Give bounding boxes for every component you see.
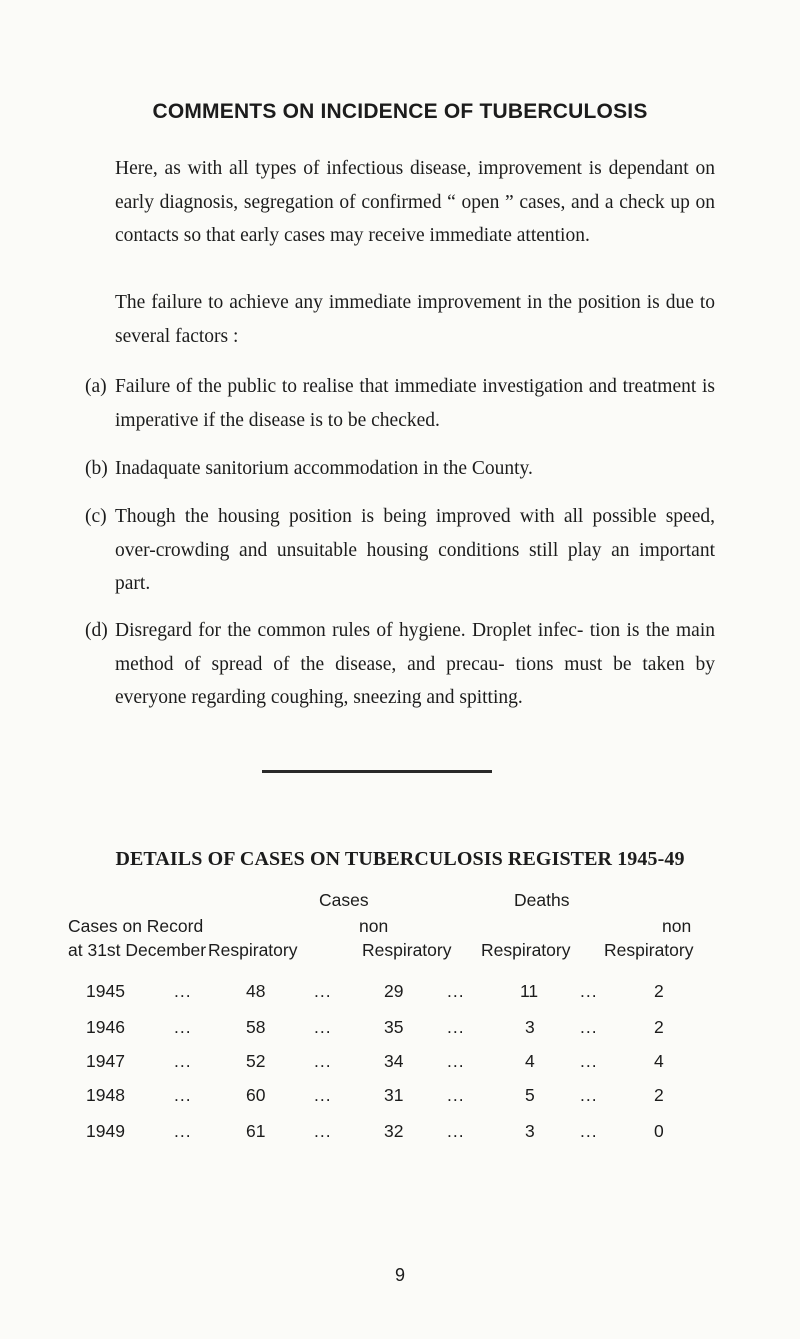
factor-text: Disregard for the common rules of hygiene. Droplet infec- tion is the main method of spread of the disease, and precau- tions must be taken by everyone regarding coughing, sneezing and spitting. bbox=[115, 620, 715, 708]
col-header-deaths-respiratory: Respiratory bbox=[481, 940, 571, 960]
col-header-deaths-non: non bbox=[662, 916, 692, 936]
value-cell: 4 bbox=[525, 1051, 535, 1071]
page-heading: COMMENTS ON INCIDENCE OF TUBERCULOSIS bbox=[152, 100, 648, 123]
factor-label: (b) bbox=[85, 458, 108, 479]
separator: ... bbox=[580, 1085, 598, 1105]
table-title: DETAILS OF CASES ON TUBERCULOSIS REGISTER 1945-49 bbox=[115, 848, 685, 870]
value-cell: 2 bbox=[654, 1085, 664, 1105]
separator: ... bbox=[447, 981, 465, 1001]
value-cell: 5 bbox=[525, 1085, 535, 1105]
factor-text: Though the housing position is being improved with all possible speed, over-crowding and unsuitable housing conditions still play an important part. bbox=[115, 506, 715, 594]
separator: ... bbox=[580, 1017, 598, 1037]
value-cell: 29 bbox=[384, 981, 404, 1001]
value-cell: 2 bbox=[654, 1017, 664, 1037]
separator: ... bbox=[314, 1017, 332, 1037]
factor-item-b bbox=[85, 452, 715, 486]
value-cell: 2 bbox=[654, 981, 664, 1001]
separator: ... bbox=[580, 1121, 598, 1141]
value-cell: 58 bbox=[246, 1017, 266, 1037]
factor-item-a bbox=[85, 370, 715, 437]
separator: ... bbox=[314, 1121, 332, 1141]
year-cell: 1947 bbox=[86, 1051, 125, 1071]
year-cell: 1949 bbox=[86, 1121, 125, 1141]
col-header-deaths-non-respiratory: Respiratory bbox=[604, 940, 694, 960]
separator: ... bbox=[447, 1085, 465, 1105]
separator: ... bbox=[314, 981, 332, 1001]
value-cell: 3 bbox=[525, 1017, 535, 1037]
year-cell: 1946 bbox=[86, 1017, 125, 1037]
factors-intro-paragraph: The failure to achieve any immediate improvement in the position is due to several factors : bbox=[115, 292, 715, 347]
value-cell: 35 bbox=[384, 1017, 404, 1037]
cases-group-header: Cases bbox=[319, 890, 369, 910]
value-cell: 4 bbox=[654, 1051, 664, 1071]
separator: ... bbox=[174, 981, 192, 1001]
col-header-cases-non: non bbox=[359, 916, 389, 936]
year-cell: 1948 bbox=[86, 1085, 125, 1105]
intro-paragraph: Here, as with all types of infectious disease, improvement is dependant on early diagnosis, segregation of confirmed “ open ” cases, and a check up on contacts so that early cases may receive immediate attention. bbox=[115, 158, 715, 246]
col-header-cases-respiratory: Respiratory bbox=[208, 940, 298, 960]
value-cell: 31 bbox=[384, 1085, 404, 1105]
separator: ... bbox=[447, 1051, 465, 1071]
page-number: 9 bbox=[394, 1265, 405, 1285]
row-header-line2: at 31st December bbox=[68, 940, 207, 960]
factor-label: (c) bbox=[85, 506, 107, 527]
separator: ... bbox=[447, 1121, 465, 1141]
section-divider bbox=[262, 770, 492, 773]
year-cell: 1945 bbox=[86, 981, 125, 1001]
value-cell: 0 bbox=[654, 1121, 664, 1141]
row-header-line1: Cases on Record bbox=[68, 916, 204, 936]
value-cell: 32 bbox=[384, 1121, 404, 1141]
col-header-cases-non-respiratory: Respiratory bbox=[362, 940, 452, 960]
value-cell: 52 bbox=[246, 1051, 266, 1071]
separator: ... bbox=[174, 1051, 192, 1071]
value-cell: 61 bbox=[246, 1121, 266, 1141]
value-cell: 3 bbox=[525, 1121, 535, 1141]
factor-text: Inadaquate sanitorium accommodation in the County. bbox=[115, 458, 533, 479]
deaths-group-header: Deaths bbox=[514, 890, 570, 910]
value-cell: 60 bbox=[246, 1085, 266, 1105]
separator: ... bbox=[580, 981, 598, 1001]
separator: ... bbox=[174, 1121, 192, 1141]
factor-label: (d) bbox=[85, 620, 108, 641]
separator: ... bbox=[314, 1085, 332, 1105]
factor-label: (a) bbox=[85, 376, 107, 397]
factor-text: Failure of the public to realise that immediate investigation and treatment is imperative if the disease is to be checked. bbox=[115, 376, 715, 431]
separator: ... bbox=[174, 1085, 192, 1105]
value-cell: 11 bbox=[520, 981, 539, 1001]
separator: ... bbox=[174, 1017, 192, 1037]
separator: ... bbox=[314, 1051, 332, 1071]
factor-item-c bbox=[85, 500, 715, 601]
separator: ... bbox=[447, 1017, 465, 1037]
value-cell: 48 bbox=[246, 981, 266, 1001]
separator: ... bbox=[580, 1051, 598, 1071]
value-cell: 34 bbox=[384, 1051, 404, 1071]
factor-item-d bbox=[85, 614, 715, 715]
